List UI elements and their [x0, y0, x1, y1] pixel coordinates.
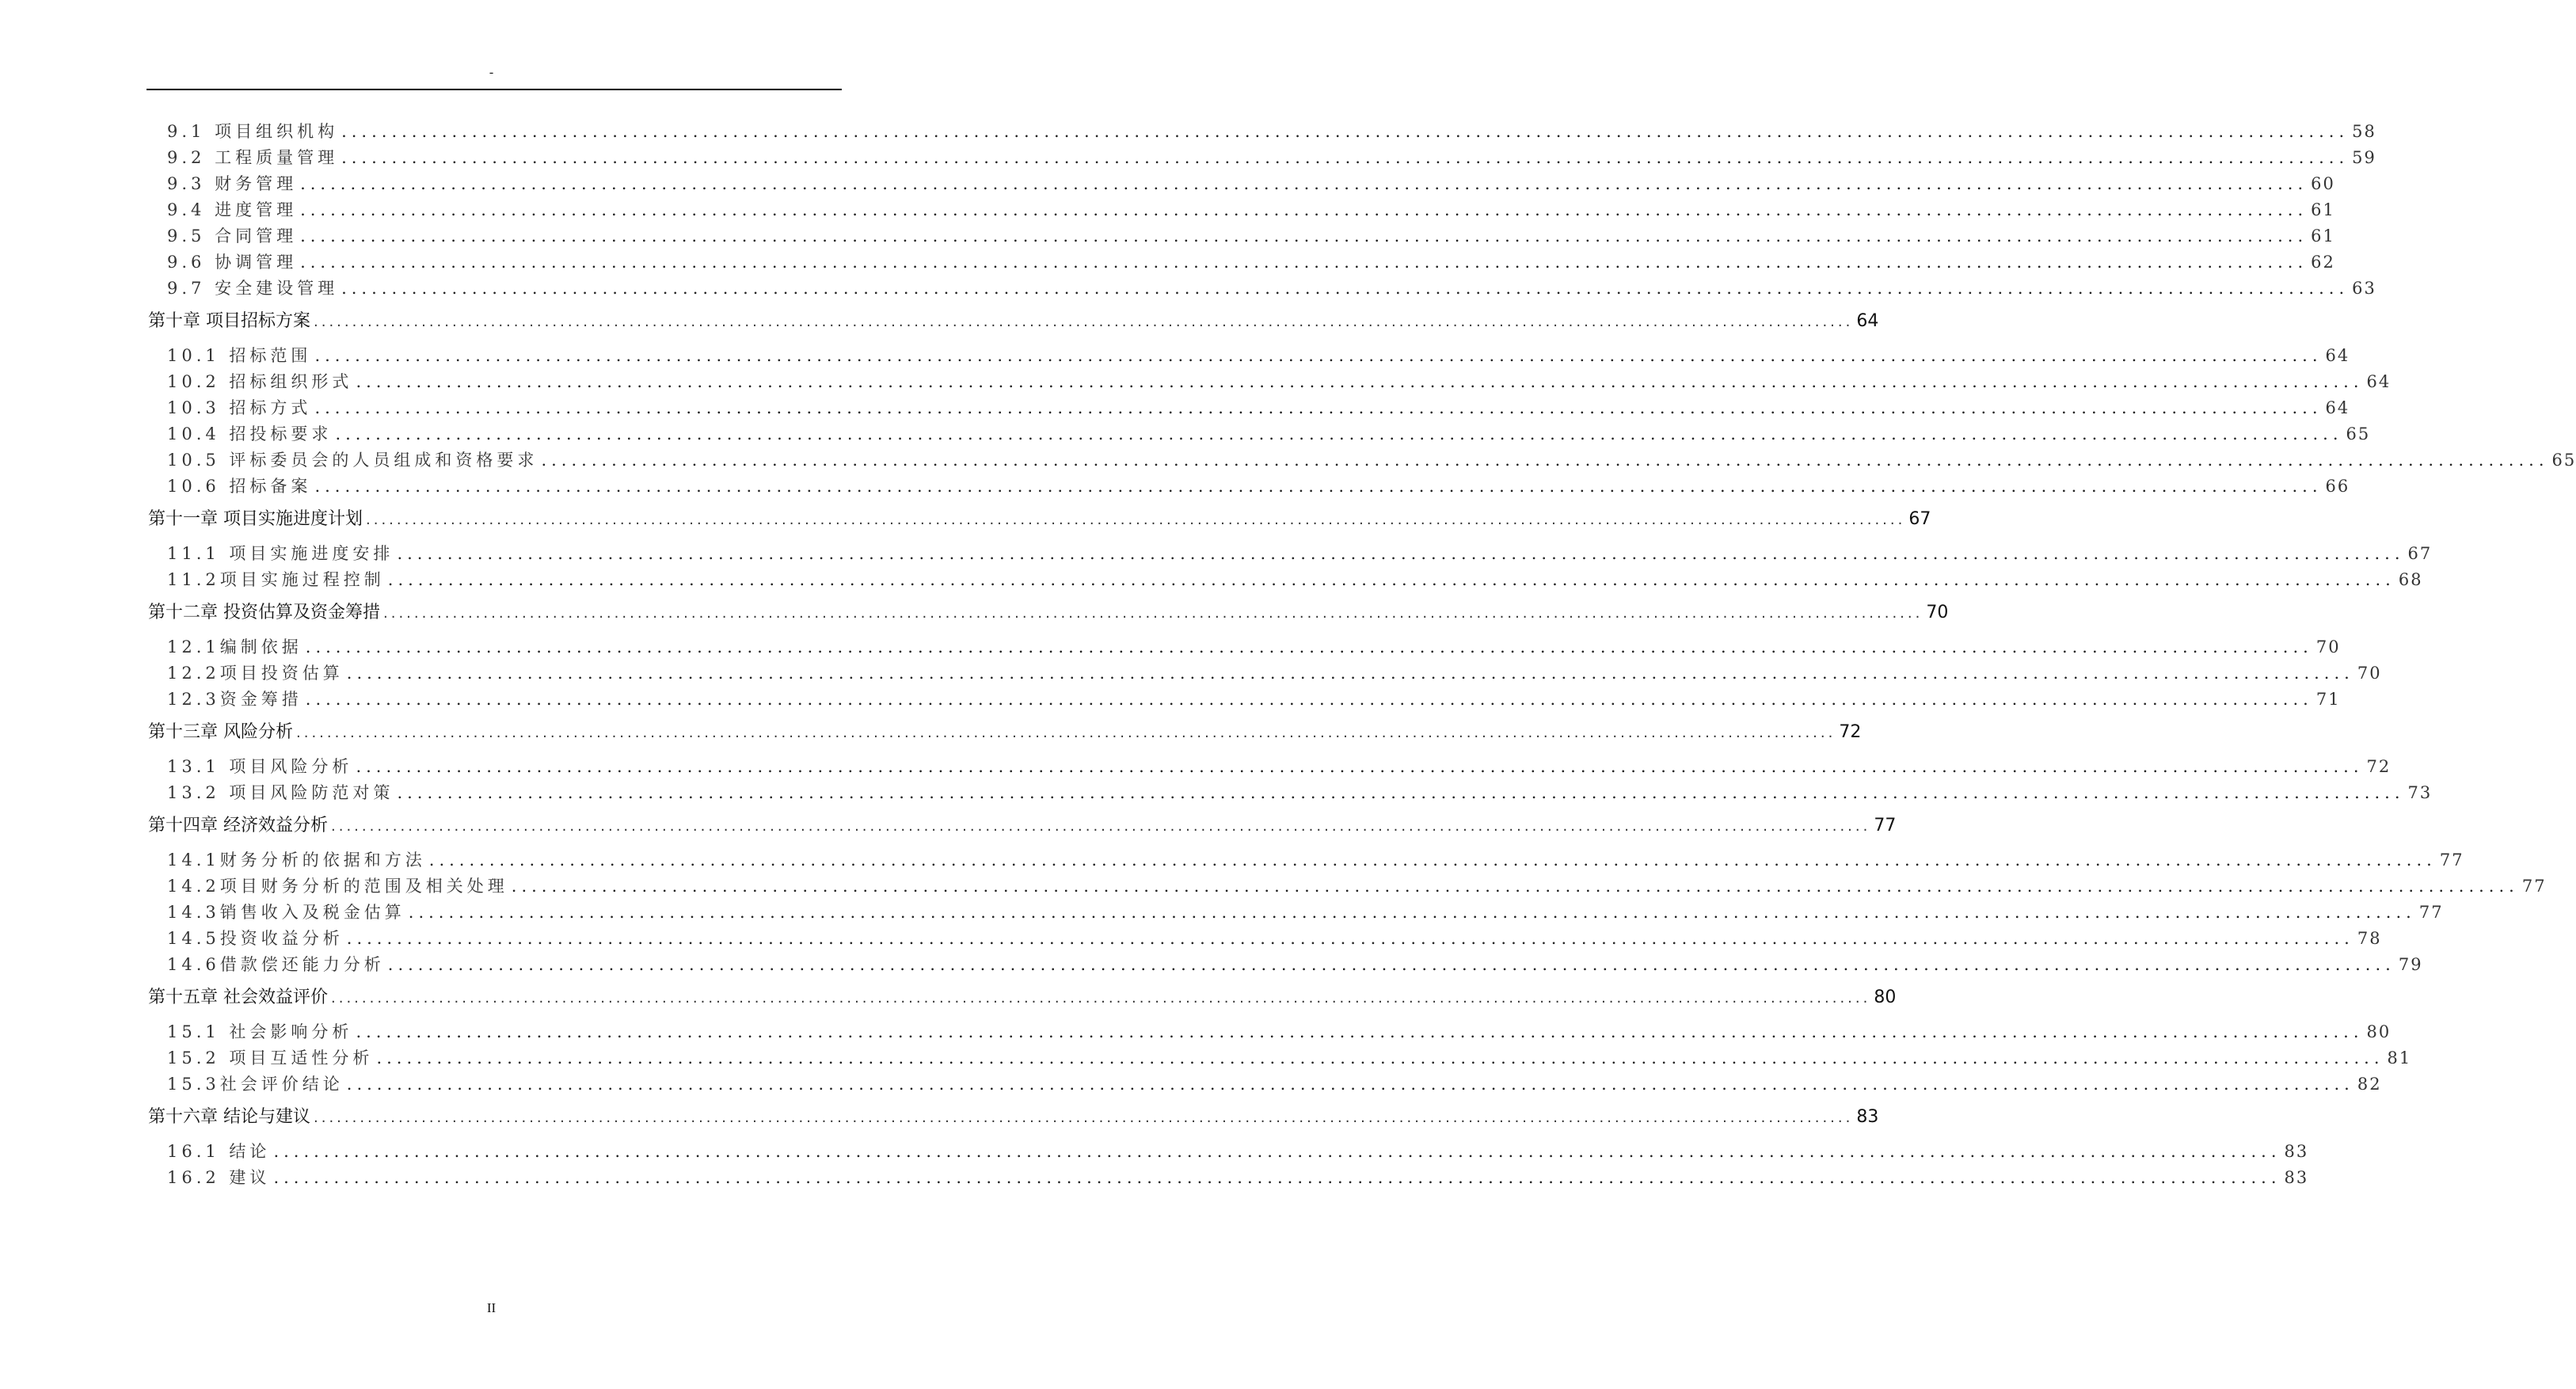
toc-entry-page-number: 64: [1856, 311, 1879, 331]
toc-entry-label: 第十一章 项目实施进度计划: [148, 509, 363, 529]
dot-leader: ........................................................................................................................................................................................................: [341, 122, 2350, 141]
dot-leader: ........................................................................................................................................................................................................: [273, 1142, 2281, 1161]
header-rule: [146, 89, 842, 90]
toc-entry-page-number: 72: [2366, 757, 2391, 776]
toc-entry-page-number: 70: [1926, 603, 1949, 622]
toc-entry-label: 第十五章 社会效益评价: [148, 988, 328, 1007]
dot-leader: ........................................................................................................................................................................................................: [428, 851, 2437, 870]
dot-leader: ........................................................................................................................................................................................................: [346, 929, 2354, 948]
dot-leader: ........................................................................................................................................................................................................: [397, 544, 2405, 563]
toc-entry-label: 第十六章 结论与建议: [148, 1107, 310, 1127]
dot-leader: ........................................................................................................................................................................................................: [346, 1075, 2354, 1094]
toc-section-entry[interactable]: [148, 223, 2335, 249]
dot-leader: ........................................................................................................................................................................................................: [541, 451, 2549, 470]
toc-entry-page-number: 65: [2346, 424, 2371, 443]
toc-entry-page-number: 79: [2398, 955, 2423, 974]
toc-section-entry[interactable]: [148, 873, 2547, 900]
toc-entry-label: 11.2项目实施过程控制: [167, 570, 385, 589]
toc-entry-label: 9.4 进度管理: [167, 200, 298, 219]
toc-entry-label: 15.2 项目互适性分析: [167, 1048, 374, 1067]
dot-leader: ........................................................................................................................................................................................................: [511, 877, 2519, 896]
dot-leader: ........................................................................................................................................................................................................: [305, 690, 2313, 709]
toc-entry-page-number: 65: [2551, 451, 2576, 470]
dot-leader: ........................................................................................................................................................................................................: [387, 955, 2395, 974]
toc-section-entry[interactable]: [148, 171, 2335, 197]
toc-entry-label: 12.3资金筹措: [167, 690, 302, 709]
toc-entry-page-number: 70: [2357, 664, 2382, 683]
toc-entry-page-number: 61: [2311, 226, 2335, 245]
toc-chapter-entry[interactable]: [148, 1100, 1879, 1135]
toc-section-entry[interactable]: [148, 687, 2341, 713]
toc-section-entry[interactable]: [148, 660, 2382, 687]
toc-entry-label: 9.6 协调管理: [167, 253, 298, 272]
toc-entry-page-number: 77: [2418, 903, 2444, 922]
toc-entry-label: 15.3社会评价结论: [167, 1075, 344, 1094]
dot-leader: ........................................................................................................................................................................................................: [387, 570, 2395, 589]
dot-leader: ........................................................................................................................................................................................................: [383, 605, 1923, 622]
toc-section-entry[interactable]: [148, 369, 2391, 395]
toc-entry-label: 16.1 结论: [167, 1142, 271, 1161]
dot-leader: ........................................................................................................................................................................................................: [314, 1109, 1854, 1126]
toc-entry-page-number: 70: [2315, 637, 2341, 656]
toc-section-entry[interactable]: [148, 395, 2350, 421]
dot-leader: ........................................................................................................................................................................................................: [356, 1022, 2364, 1041]
toc-entry-label: 第十二章 投资估算及资金筹措: [148, 603, 380, 622]
toc-entry-page-number: 81: [2387, 1048, 2412, 1067]
toc-section-entry[interactable]: [148, 276, 2376, 302]
toc-entry-label: 第十章 项目招标方案: [148, 311, 310, 331]
dot-leader: ........................................................................................................................................................................................................: [341, 279, 2350, 298]
toc-entry-label: 9.5 合同管理: [167, 226, 298, 245]
toc-section-entry[interactable]: [148, 754, 2391, 780]
toc-entry-page-number: 61: [2311, 200, 2335, 219]
toc-entry-page-number: 60: [2311, 174, 2335, 193]
toc-entry-label: 12.2项目投资估算: [167, 664, 344, 683]
toc-entry-page-number: 80: [2366, 1022, 2391, 1041]
toc-entry-label: 14.1财务分析的依据和方法: [167, 851, 426, 870]
toc-section-entry[interactable]: [148, 926, 2382, 952]
toc-entry-page-number: 68: [2398, 570, 2423, 589]
page-header-mark: -: [489, 66, 494, 79]
toc-entry-page-number: 64: [2325, 398, 2350, 417]
toc-entry-page-number: 83: [2284, 1168, 2309, 1187]
dot-leader: ........................................................................................................................................................................................................: [376, 1048, 2384, 1067]
toc-entry-page-number: 77: [2439, 851, 2464, 870]
toc-entry-page-number: 71: [2315, 690, 2341, 709]
dot-leader: ........................................................................................................................................................................................................: [314, 477, 2323, 496]
toc-section-entry[interactable]: [148, 1165, 2309, 1191]
dot-leader: ........................................................................................................................................................................................................: [296, 725, 1836, 741]
toc-entry-page-number: 67: [2407, 544, 2433, 563]
toc-section-entry[interactable]: [148, 119, 2376, 145]
toc-entry-label: 10.6 招标备案: [167, 477, 312, 496]
toc-entry-label: 9.1 项目组织机构: [167, 122, 339, 141]
toc-entry-page-number: 77: [2521, 877, 2547, 896]
toc-entry-label: 9.7 安全建设管理: [167, 279, 339, 298]
toc-section-entry[interactable]: [148, 634, 2341, 660]
toc-section-entry[interactable]: [148, 447, 2576, 474]
dot-leader: ........................................................................................................................................................................................................: [331, 990, 1871, 1007]
toc-entry-label: 第十三章 风险分析: [148, 722, 293, 742]
toc-entry-page-number: 62: [2311, 253, 2335, 272]
toc-section-entry[interactable]: [148, 567, 2423, 593]
toc-section-entry[interactable]: [148, 780, 2433, 806]
table-of-contents: [148, 119, 2576, 1191]
toc-entry-label: 14.5投资收益分析: [167, 929, 344, 948]
toc-section-entry[interactable]: [148, 145, 2376, 171]
dot-leader: ........................................................................................................................................................................................................: [408, 903, 2416, 922]
toc-entry-label: 10.5 评标委员会的人员组成和资格要求: [167, 451, 538, 470]
dot-leader: ........................................................................................................................................................................................................: [397, 783, 2405, 802]
toc-entry-page-number: 77: [1874, 816, 1897, 835]
dot-leader: ........................................................................................................................................................................................................: [346, 664, 2354, 683]
toc-section-entry[interactable]: [148, 474, 2350, 500]
dot-leader: ........................................................................................................................................................................................................: [300, 253, 2308, 272]
dot-leader: ........................................................................................................................................................................................................: [356, 757, 2364, 776]
toc-entry-page-number: 67: [1908, 509, 1931, 529]
toc-entry-page-number: 66: [2325, 477, 2350, 496]
toc-entry-label: 9.2 工程质量管理: [167, 148, 339, 167]
toc-chapter-entry[interactable]: [148, 596, 1949, 630]
toc-chapter-entry[interactable]: [148, 809, 1897, 843]
page-number: II: [486, 1300, 497, 1315]
dot-leader: ........................................................................................................................................................................................................: [300, 174, 2308, 193]
toc-entry-page-number: 64: [2325, 346, 2350, 365]
toc-section-entry[interactable]: [148, 541, 2433, 567]
toc-section-entry[interactable]: [148, 1019, 2391, 1045]
toc-entry-label: 10.3 招标方式: [167, 398, 312, 417]
dot-leader: ........................................................................................................................................................................................................: [366, 512, 1906, 528]
dot-leader: ........................................................................................................................................................................................................: [305, 637, 2313, 656]
toc-entry-page-number: 83: [1856, 1107, 1879, 1127]
dot-leader: ........................................................................................................................................................................................................: [335, 424, 2343, 443]
dot-leader: ........................................................................................................................................................................................................: [331, 818, 1871, 835]
toc-section-entry[interactable]: [148, 1139, 2309, 1165]
toc-section-entry[interactable]: [148, 952, 2423, 978]
toc-entry-page-number: 59: [2352, 148, 2376, 167]
toc-chapter-entry[interactable]: [148, 304, 1879, 339]
toc-section-entry[interactable]: [148, 1071, 2382, 1098]
toc-entry-page-number: 72: [1839, 722, 1862, 742]
toc-entry-page-number: 58: [2352, 122, 2376, 141]
toc-section-entry[interactable]: [148, 847, 2464, 873]
toc-entry-page-number: 83: [2284, 1142, 2309, 1161]
toc-section-entry[interactable]: [148, 343, 2350, 369]
toc-entry-page-number: 80: [1874, 988, 1897, 1007]
toc-entry-label: 12.1编制依据: [167, 637, 302, 656]
toc-entry-label: 9.3 财务管理: [167, 174, 298, 193]
dot-leader: ........................................................................................................................................................................................................: [314, 346, 2323, 365]
toc-chapter-entry[interactable]: [148, 980, 1897, 1015]
dot-leader: ........................................................................................................................................................................................................: [273, 1168, 2281, 1187]
dot-leader: ........................................................................................................................................................................................................: [300, 226, 2308, 245]
toc-section-entry[interactable]: [148, 249, 2335, 276]
toc-entry-label: 10.4 招投标要求: [167, 424, 333, 443]
toc-entry-label: 14.6借款偿还能力分析: [167, 955, 385, 974]
dot-leader: ........................................................................................................................................................................................................: [300, 200, 2308, 219]
toc-entry-page-number: 63: [2352, 279, 2376, 298]
toc-entry-label: 11.1 项目实施进度安排: [167, 544, 394, 563]
toc-section-entry[interactable]: [148, 900, 2444, 926]
dot-leader: ........................................................................................................................................................................................................: [314, 398, 2323, 417]
toc-entry-label: 13.1 项目风险分析: [167, 757, 353, 776]
toc-entry-page-number: 82: [2357, 1075, 2382, 1094]
toc-entry-label: 15.1 社会影响分析: [167, 1022, 353, 1041]
dot-leader: ........................................................................................................................................................................................................: [341, 148, 2350, 167]
toc-entry-label: 14.3销售收入及税金估算: [167, 903, 405, 922]
toc-chapter-entry[interactable]: [148, 502, 1931, 537]
dot-leader: ........................................................................................................................................................................................................: [314, 314, 1854, 330]
toc-section-entry[interactable]: [148, 1045, 2412, 1071]
toc-section-entry[interactable]: [148, 421, 2371, 447]
toc-entry-label: 10.1 招标范围: [167, 346, 312, 365]
toc-entry-page-number: 73: [2407, 783, 2433, 802]
toc-entry-label: 16.2 建议: [167, 1168, 271, 1187]
toc-entry-label: 14.2项目财务分析的范围及相关处理: [167, 877, 508, 896]
toc-entry-page-number: 78: [2357, 929, 2382, 948]
toc-entry-label: 13.2 项目风险防范对策: [167, 783, 394, 802]
toc-chapter-entry[interactable]: [148, 715, 1862, 750]
toc-entry-page-number: 64: [2366, 372, 2391, 391]
toc-section-entry[interactable]: [148, 197, 2335, 223]
toc-entry-label: 10.2 招标组织形式: [167, 372, 353, 391]
dot-leader: ........................................................................................................................................................................................................: [356, 372, 2364, 391]
toc-entry-label: 第十四章 经济效益分析: [148, 816, 328, 835]
